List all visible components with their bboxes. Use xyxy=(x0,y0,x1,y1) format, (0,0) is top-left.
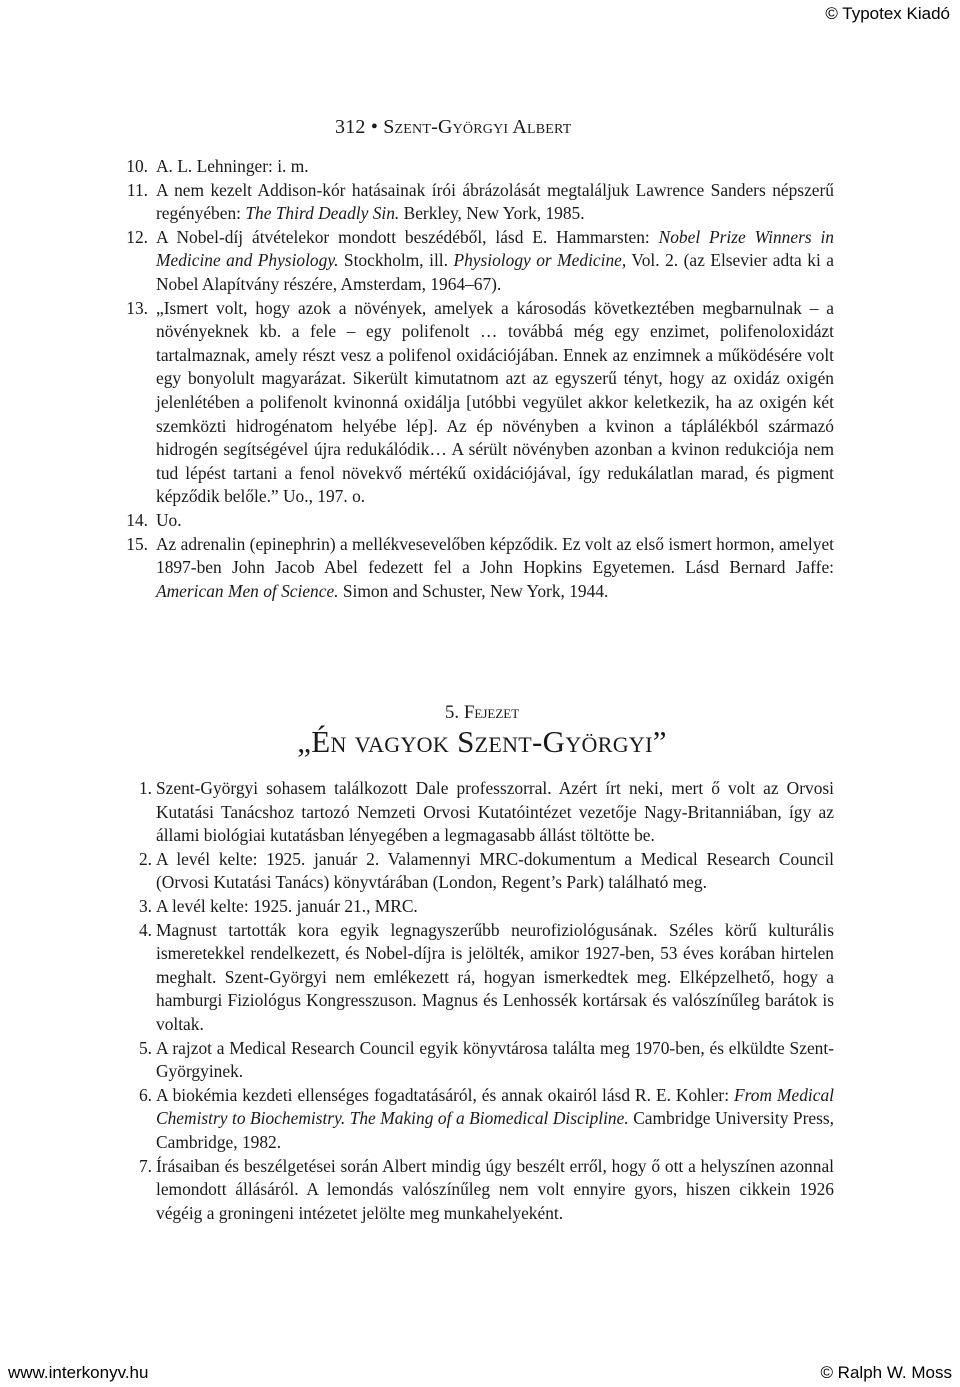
endnote-number: 5. xyxy=(138,1037,152,1058)
endnote-number: 13. xyxy=(126,297,148,318)
copyright-publisher: © Typotex Kiadó xyxy=(825,4,950,23)
endnote-text: A levél kelte: 1925. január 21., MRC. xyxy=(156,895,418,916)
endnote-number: 6. xyxy=(138,1084,152,1105)
endnote-number: 7. xyxy=(138,1155,152,1176)
endnote-text: A levél kelte: 1925. január 2. Valamennyi MRC-dokumentum a Medical Research Council (Orvosi Kutatási Tanács) könyvtárában (London, Regent’s Park) található meg. xyxy=(156,848,834,893)
bullet-separator: • xyxy=(370,116,379,138)
endnote-number: 1. xyxy=(138,778,152,798)
endnote-text: „Ismert volt, hogy azok a növények, amelyek a károsodás következtében megbarnulnak – a növényeknek kb. a fele – egy polifenolt … továbbá még egy enzimet, polifenoloxidázt tartalmaznak, amely részt vesz a polifenol oxidációjában. Ennek az enzimnek a működésére volt egy bonyolult magyarázat. Sikerült kimutatnom azt az egyszerű tényt, hogy az oxidáz oxigén jelenlétében a polifenolt kvinonná oxidálja [utóbbi vegyület akkor keletkezik, ha az oxigén két szemközti hidrogénatom helyébe lép]. Az ép növényben a kvinon a táplálékból származó hidrogén segítségével újra redukálódik… A sérült növényben azonban a kvinon redukciója nem tud lépést tartani a fenol növekvő mértékű oxidációjával, így redukálatlan marad, és pigment képződik belőle.” Uo., 197. o. xyxy=(156,297,834,507)
endnote-item xyxy=(122,919,834,1037)
endnote-item xyxy=(122,179,834,226)
endnote-item xyxy=(122,1155,834,1226)
endnote-item xyxy=(122,297,834,509)
endnote-item xyxy=(122,1084,834,1155)
endnote-text: A biokémia kezdeti ellenséges fogadtatásáról, és annak okairól lásd R. E. Kohler: From Medical Chemistry to Biochemistry. The Making of a Biomedical Discipline. Cambridge University Press, Cambridge, 1982. xyxy=(156,1084,834,1152)
endnote-text: Uo. xyxy=(156,509,182,530)
endnote-number: 15. xyxy=(126,533,148,554)
endnote-item xyxy=(122,533,834,604)
endnote-number: 11. xyxy=(126,179,148,200)
endnote-number: 2. xyxy=(138,848,152,869)
chapter-title: „Én vagyok Szent-Györgyi” xyxy=(297,724,667,759)
endnote-item xyxy=(122,1037,834,1084)
endnote-item xyxy=(122,226,834,297)
endnote-text: Az adrenalin (epinephrin) a mellékvesevelőben képződik. Ez volt az első ismert hormon, amelyet 1897-ben John Jacob Abel fedezett fel a John Hopkins Egyetemen. Lásd Bernard Jaffe: American Men of Science. Simon and Schuster, New York, 1944. xyxy=(156,533,834,601)
endnote-text: Írásaiban és beszélgetései során Albert mindig úgy beszélt erről, hogy ő ott a helyszínen azonnal lemondott állásáról. A lemondás valószínűleg nem volt ennyire gyors, hiszen cikkein 1926 végéig a groningeni intézetet jelölte meg munkahelyeként. xyxy=(156,1155,834,1223)
endnote-text: A nem kezelt Addison-kór hatásainak írói ábrázolását megtaláljuk Lawrence Sanders népszerű regényében: The Third Deadly Sin. Berkley, New York, 1985. xyxy=(156,179,834,224)
endnote-number: 14. xyxy=(126,509,148,530)
endnote-item xyxy=(122,509,834,533)
footer-website-link[interactable]: www.interkonyv.hu xyxy=(8,1363,149,1382)
endnote-text: Szent-Györgyi sohasem találkozott Dale professzorral. Azért írt neki, mert ő volt az Orvosi Kutatási Tanácshoz tartozó Nemzeti Orvosi Kutatóintézet vezetője Nagy-Britanniában, így az állami biológiai kutatásban lényegében a legmagasabb állást töltötte be. xyxy=(156,778,834,846)
endnote-text: A. L. Lehninger: i. m. xyxy=(156,156,309,176)
endnote-text: A Nobel-díj átvételekor mondott beszédéből, lásd E. Hammarsten: Nobel Prize Winners in Medicine and Physiology. Stockholm, ill. Physiology or Medicine, Vol. 2. (az Elsevier adta ki a Nobel Alapítvány részére, Amsterdam, 1964–67). xyxy=(156,226,835,294)
running-head xyxy=(335,116,571,139)
footer-copyright-author: © Ralph W. Moss xyxy=(820,1363,952,1382)
endnote-number: 3. xyxy=(138,895,152,916)
endnote-item xyxy=(122,848,834,895)
endnote-number: 12. xyxy=(126,226,148,247)
running-head-title: Szent-Györgyi Albert xyxy=(383,116,572,138)
endnotes-chapter-5 xyxy=(122,777,834,1225)
endnote-item xyxy=(122,895,834,919)
endnote-item xyxy=(122,777,834,848)
endnote-text: A rajzot a Medical Research Council egyik könyvtárosa találta meg 1970-ben, és elküldte Szent-Györgyinek. xyxy=(156,1037,834,1082)
endnotes-previous-chapter xyxy=(122,155,834,603)
endnote-number: 4. xyxy=(138,919,152,940)
page-number: 312 xyxy=(335,116,366,138)
endnote-text: Magnust tartották kora egyik legnagyszerűbb neurofiziológusának. Széles körű kulturális ismeretekkel rendelkezett, és Nobel-díjra is jelölték, amikor 1927-ben, 53 éves korában hirtelen meghalt. Szent-Györgyi nem emlékezett rá, hogyan ismerkedtek meg. Elképzelhető, hogy a hamburgi Fiziológus Kongresszuson. Magnus és Lenhossék kortársak és valószínűleg barátok is voltak. xyxy=(156,919,834,1034)
endnote-number: 10. xyxy=(126,156,148,176)
chapter-label: 5. Fejezet xyxy=(444,702,520,723)
endnote-item xyxy=(122,155,834,179)
